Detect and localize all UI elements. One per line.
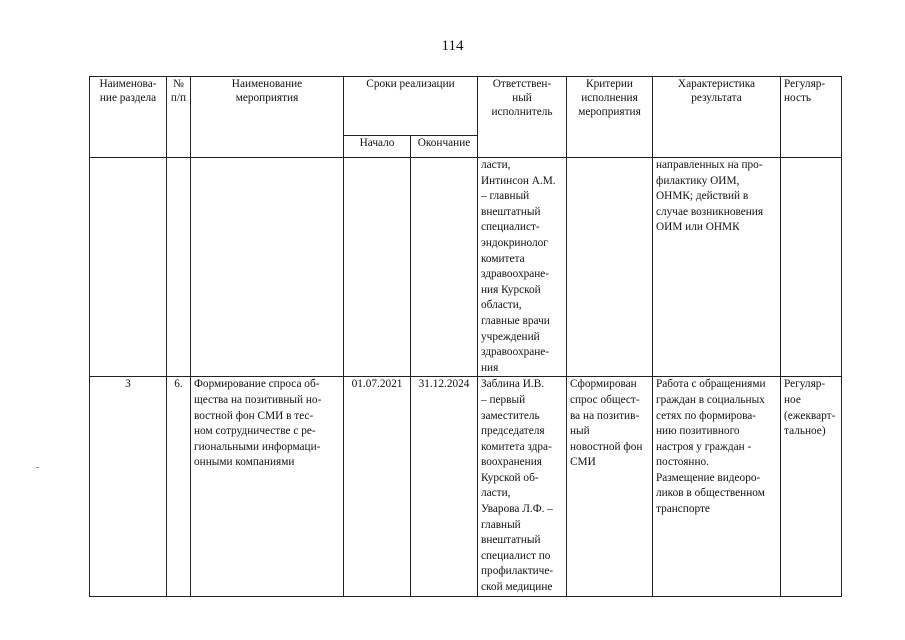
cell-result: направленных на про- филактику ОИМ, ОНМК; действий в случае возникновения ОИМ или ОНМК: [653, 158, 781, 377]
cell-end: 31.12.2024: [411, 377, 478, 596]
table-row: [90, 158, 842, 377]
cell-regularity: Регуляр- ное (ежекварт- тальное): [781, 377, 842, 596]
cell-measure: Формирование спроса об- щества на позитивный но- востной фон СМИ в тес- ном сотрудничестве с ре- гиональными информаци- онными компаниями: [191, 377, 344, 596]
header-regularity: Регуляр- ность: [781, 77, 842, 158]
cell-regularity: [781, 158, 842, 377]
scan-mark: [36, 467, 39, 468]
table-row: [90, 377, 842, 596]
cell-end: [411, 158, 478, 377]
cell-section: 3: [90, 377, 167, 596]
page-number: 114: [441, 38, 464, 54]
cell-criteria: Сформирован спрос общест- ва на позитив- ный новостной фон СМИ: [567, 377, 653, 596]
cell-section: [90, 158, 167, 377]
measures-table: [89, 76, 842, 597]
cell-num: 6.: [167, 377, 191, 596]
header-result: Характеристика результата: [653, 77, 781, 158]
header-num: № п/п: [167, 77, 191, 158]
cell-criteria: [567, 158, 653, 377]
cell-result: Работа с обращениями граждан в социальных сетях по формирова- нию позитивного настроя у граждан - постоянно. Размещение видеоро- ликов в общественном транспорте: [653, 377, 781, 596]
header-terms: Сроки реализации: [344, 77, 478, 136]
header-responsible: Ответствен- ный исполнитель: [478, 77, 567, 158]
cell-start: 01.07.2021: [344, 377, 411, 596]
header-measure: Наименование мероприятия: [191, 77, 344, 158]
header-start: Начало: [344, 136, 411, 158]
header-end: Окончание: [411, 136, 478, 158]
cell-start: [344, 158, 411, 377]
cell-responsible: Заблина И.В. – первый заместитель председателя комитета здра- воохранения Курской об- ласти, Уварова Л.Ф. – главный внештатный специалист по профилактиче- ской медицине: [478, 377, 567, 596]
cell-responsible: ласти, Интинсон А.М. – главный внештатный специалист- эндокринолог комитета здравоохране- ния Курской области, главные врачи учреждений здравоохране- ния: [478, 158, 567, 377]
header-section: Наименова- ние раздела: [90, 77, 167, 158]
cell-measure: [191, 158, 344, 377]
header-criteria: Критерии исполнения мероприятия: [567, 77, 653, 158]
cell-num: [167, 158, 191, 377]
